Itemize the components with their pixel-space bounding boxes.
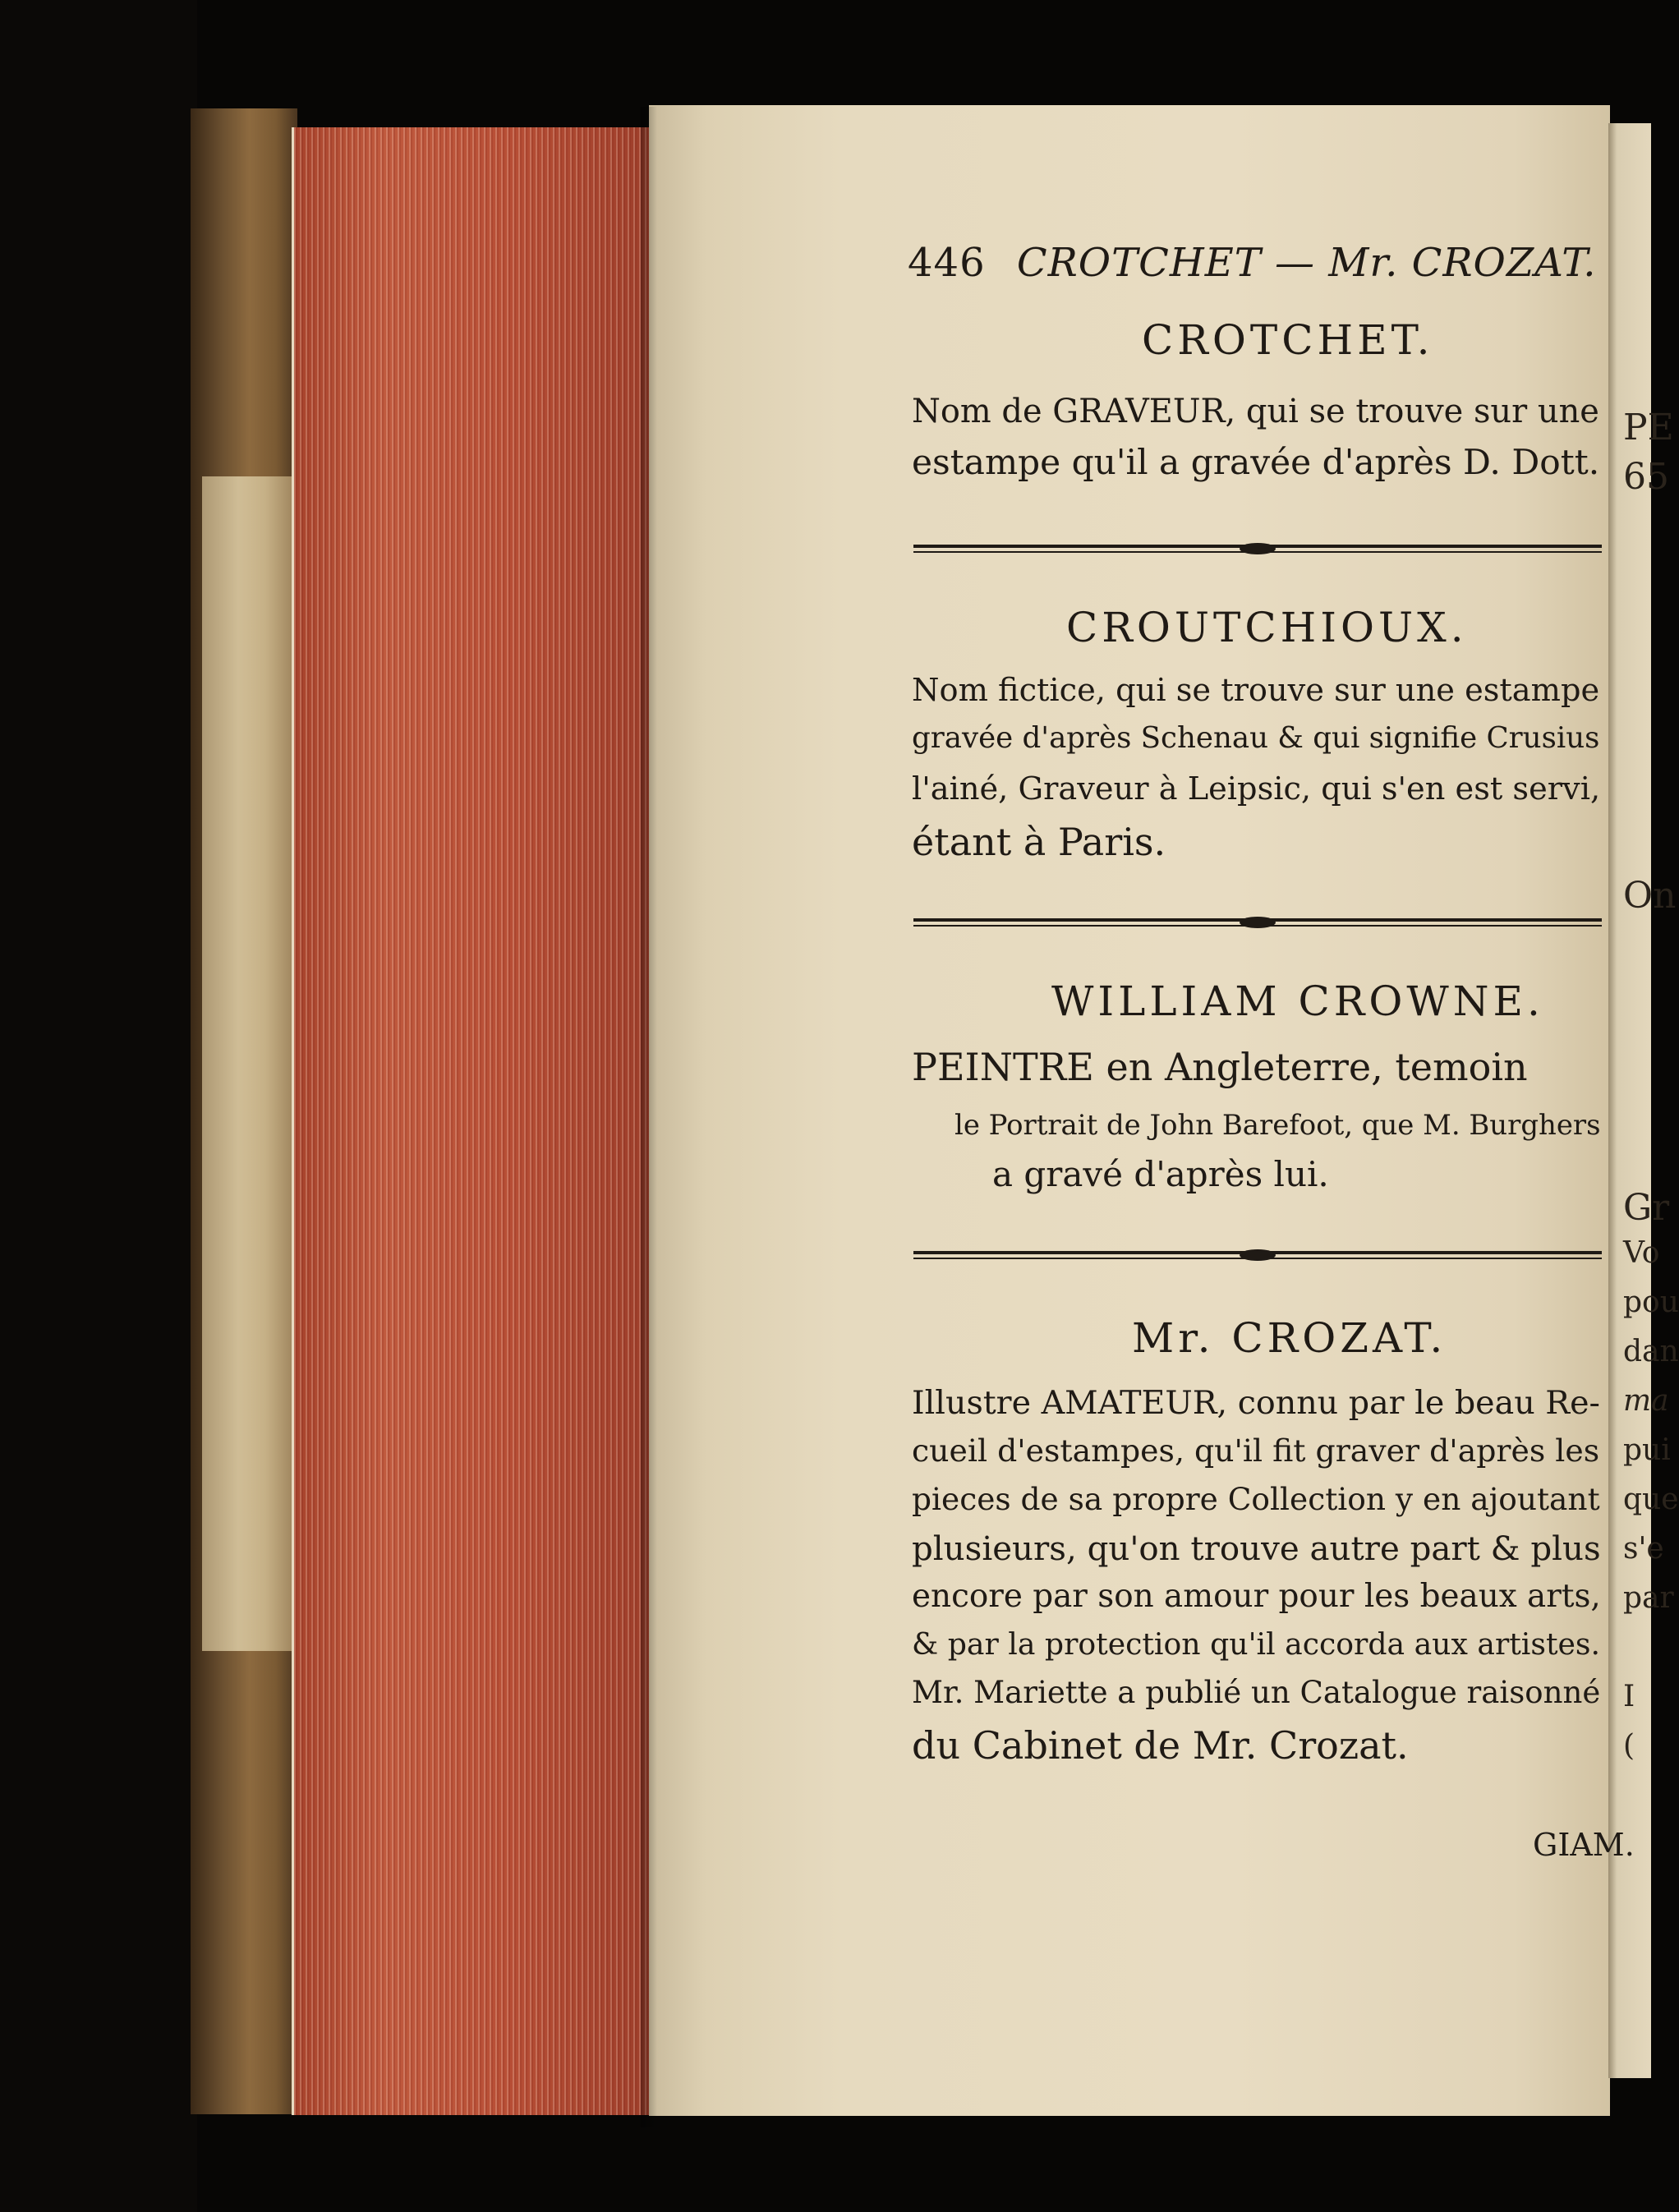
- facing-fragment: par: [1623, 1581, 1674, 1615]
- entry-line: plusieurs, qu'on trouve autre part & plus: [912, 1529, 1601, 1568]
- facing-fragment: On: [1623, 875, 1677, 917]
- entry-line: Illustre AMATEUR, connu par le beau Re-: [912, 1384, 1600, 1422]
- facing-page-edge: [1608, 123, 1679, 2078]
- cover-paper-label: [202, 476, 292, 1651]
- entry-line: étant à Paris.: [912, 820, 1166, 864]
- entry-line: Mr. Mariette a publié un Catalogue raisonné: [912, 1675, 1601, 1710]
- dark-background: [0, 0, 197, 2212]
- entry-line: a gravé d'après lui.: [992, 1154, 1329, 1194]
- entry-line: Nom fictice, qui se trouve sur une estampe: [912, 672, 1600, 709]
- running-title: CROTCHET — Mr. CROZAT.: [1016, 240, 1597, 286]
- entry-heading: WILLIAM CROWNE.: [1051, 977, 1544, 1025]
- entry-line: encore par son amour pour les beaux arts,: [912, 1578, 1601, 1615]
- facing-fragment: ma: [1623, 1384, 1669, 1418]
- facing-fragment: Vo: [1623, 1236, 1660, 1270]
- facing-fragment: I: [1623, 1680, 1635, 1713]
- entry-line: Nom de GRAVEUR, qui se trouve sur une: [912, 393, 1599, 430]
- ornamental-rule: [913, 1249, 1602, 1262]
- facing-fragment: s'e: [1623, 1532, 1664, 1566]
- facing-fragment: (: [1623, 1729, 1635, 1763]
- entry-line: pieces de sa propre Collection y en ajoutant: [912, 1481, 1600, 1517]
- facing-fragment: pou: [1623, 1285, 1679, 1319]
- entry-heading: CROUTCHIOUX.: [1066, 604, 1468, 651]
- entry-heading: Mr. CROZAT.: [1132, 1314, 1447, 1362]
- ornamental-rule: [913, 916, 1602, 929]
- entry-line: PEINTRE en Angleterre, temoin: [912, 1045, 1528, 1089]
- entry-line: l'ainé, Graveur à Leipsic, qui s'en est servi,: [912, 770, 1601, 807]
- facing-fragment: PE: [1623, 407, 1674, 448]
- facing-fragment: que: [1623, 1483, 1679, 1516]
- entry-line: du Cabinet de Mr. Crozat.: [912, 1723, 1409, 1768]
- facing-fragment: Gr: [1623, 1187, 1670, 1229]
- facing-fragment: pui: [1623, 1433, 1671, 1467]
- entry-heading: CROTCHET.: [1142, 316, 1434, 364]
- entry-line: estampe qu'il a gravée d'après D. Dott.: [912, 442, 1600, 482]
- page-number: 446: [908, 240, 986, 286]
- facing-fragment: 65: [1623, 456, 1669, 498]
- facing-fragment: dan: [1623, 1335, 1679, 1368]
- gutter-shadow: [641, 107, 657, 2127]
- catchword: GIAM.: [1533, 1827, 1635, 1863]
- entry-line: & par la protection qu'il accorda aux artistes.: [912, 1626, 1600, 1662]
- red-page-edges: [292, 127, 649, 2115]
- entry-line: le Portrait de John Barefoot, que M. Burghers: [954, 1109, 1601, 1141]
- running-head: [908, 240, 1596, 286]
- ornamental-rule: [913, 542, 1602, 555]
- entry-line: gravée d'après Schenau & qui signifie Crusius: [912, 721, 1600, 755]
- entry-line: cueil d'estampes, qu'il fit graver d'après les: [912, 1433, 1600, 1469]
